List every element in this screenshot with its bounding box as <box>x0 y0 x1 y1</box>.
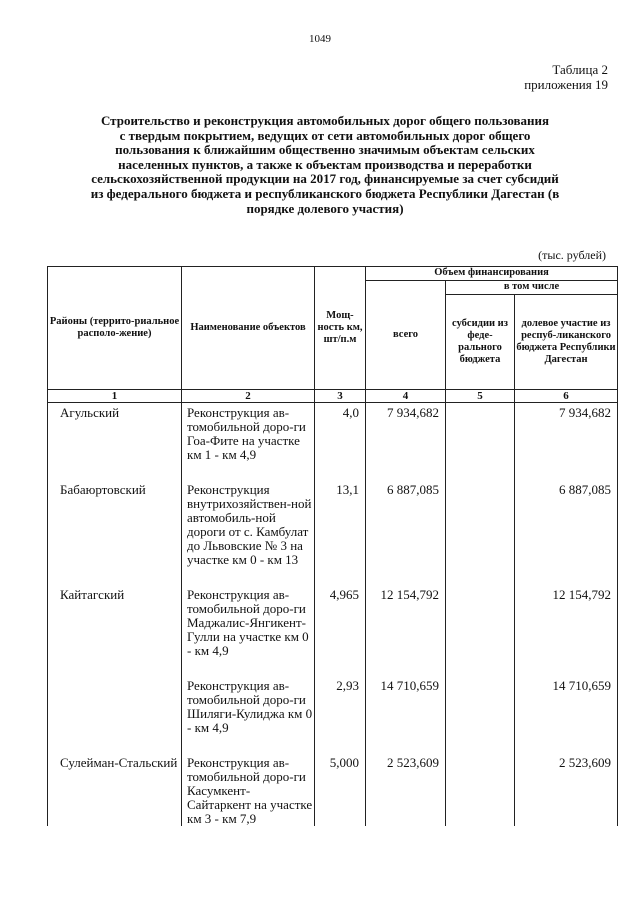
row-spacer <box>48 462 618 480</box>
cell-object: Реконструкция внутрихозяйствен-ной автомобиль-ной дороги от с. Камбулат до Львовские № 3 на участке км 0 - км 13 <box>182 480 315 567</box>
row-spacer <box>48 567 618 585</box>
table-row <box>48 676 618 735</box>
title-line: с твердым покрытием, ведущих от сети автомобильных дорог общего <box>119 127 531 143</box>
header-district: Районы (террито-риальное располо-жение) <box>48 267 182 390</box>
cell-republic: 6 887,085 <box>515 480 618 567</box>
header-funding: Объем финансирования <box>366 267 618 281</box>
cell-district: Сулейман-Стальский <box>48 753 182 826</box>
document-title <box>48 114 602 216</box>
table-row <box>48 480 618 567</box>
column-number: 5 <box>446 390 515 403</box>
row-spacer <box>48 658 618 676</box>
table-caption-line: приложения 19 <box>524 77 608 92</box>
cell-federal <box>446 585 515 658</box>
table-row <box>48 585 618 658</box>
cell-republic: 14 710,659 <box>515 676 618 735</box>
cell-federal <box>446 480 515 567</box>
cell-republic: 2 523,609 <box>515 753 618 826</box>
cell-federal <box>446 676 515 735</box>
funding-table <box>47 266 618 826</box>
row-spacer <box>48 735 618 753</box>
cell-object: Реконструкция ав-томобильной доро-ги Гоа-Фите на участке км 1 - км 4,9 <box>182 403 315 463</box>
cell-total: 2 523,609 <box>366 753 446 826</box>
cell-object: Реконструкция ав-томобильной доро-ги Касумкент-Сайтаркент на участке км 3 - км 7,9 <box>182 753 315 826</box>
table-caption-line: Таблица 2 <box>552 62 608 77</box>
cell-capacity: 2,93 <box>315 676 366 735</box>
column-number: 2 <box>182 390 315 403</box>
cell-capacity: 5,000 <box>315 753 366 826</box>
column-number: 3 <box>315 390 366 403</box>
header-including: в том числе <box>446 281 618 295</box>
header-object: Наименование объектов <box>182 267 315 390</box>
column-number: 1 <box>48 390 182 403</box>
table-row <box>48 403 618 463</box>
title-line: пользования к ближайшим общественно значимым объектам сельских <box>115 142 535 158</box>
cell-capacity: 4,0 <box>315 403 366 463</box>
cell-capacity: 4,965 <box>315 585 366 658</box>
column-number: 6 <box>515 390 618 403</box>
cell-district: Агульский <box>48 403 182 463</box>
cell-district: Бабаюртовский <box>48 480 182 567</box>
cell-republic: 12 154,792 <box>515 585 618 658</box>
table-row <box>48 753 618 826</box>
cell-federal <box>446 753 515 826</box>
cell-total: 6 887,085 <box>366 480 446 567</box>
page-number: 1049 <box>309 33 331 45</box>
title-line: порядке долевого участия) <box>246 200 404 216</box>
column-number: 4 <box>366 390 446 403</box>
cell-object: Реконструкция ав-томобильной доро-ги Маджалис-Янгикент-Гулли на участке км 0 - км 4,9 <box>182 585 315 658</box>
cell-total: 7 934,682 <box>366 403 446 463</box>
title-line: из федерального бюджета и республиканского бюджета Республики Дагестан (в <box>90 185 560 201</box>
header-total: всего <box>366 281 446 390</box>
units-note: (тыс. рублей) <box>538 248 606 262</box>
cell-republic: 7 934,682 <box>515 403 618 463</box>
cell-total: 12 154,792 <box>366 585 446 658</box>
cell-district: Кайтагский <box>48 585 182 658</box>
table-caption <box>524 62 608 92</box>
header-federal: субсидии из феде-рального бюджета <box>446 295 515 390</box>
cell-capacity: 13,1 <box>315 480 366 567</box>
title-line: сельскохозяйственной продукции на 2017 год, финансируемые за счет субсидий <box>91 171 559 187</box>
cell-district <box>48 676 182 735</box>
cell-object: Реконструкция ав-томобильной доро-ги Шиляги-Кулиджа км 0 - км 4,9 <box>182 676 315 735</box>
cell-total: 14 710,659 <box>366 676 446 735</box>
header-capacity: Мощ-ность км, шт/п.м <box>315 267 366 390</box>
title-line: Строительство и реконструкция автомобильных дорог общего пользования <box>100 113 550 128</box>
title-line: населенных пунктов, а также к объектам производства и переработки <box>118 156 532 172</box>
cell-federal <box>446 403 515 463</box>
header-republic: долевое участие из респуб-ликанского бюджета Республики Дагестан <box>515 295 618 390</box>
